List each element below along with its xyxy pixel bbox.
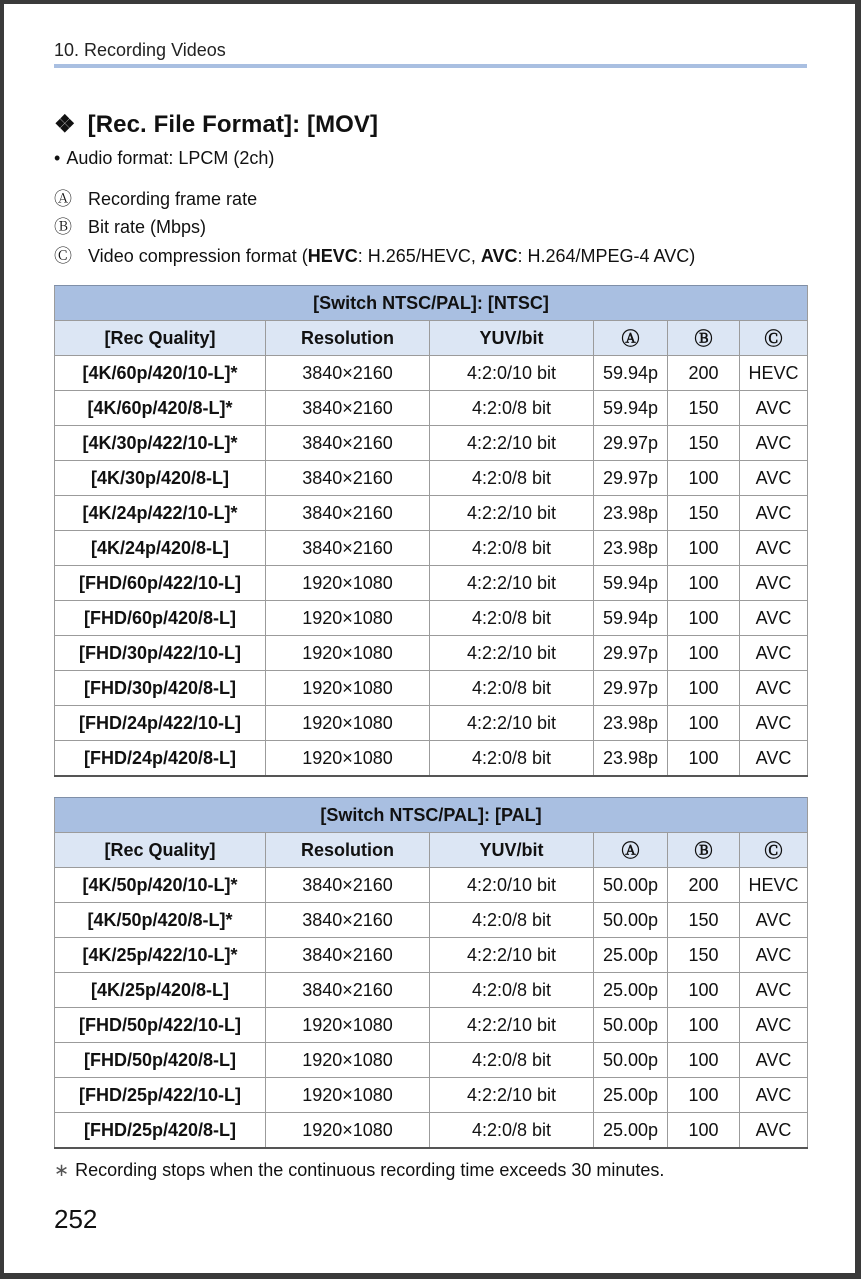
frame-rate-cell: 25.00p — [594, 938, 668, 973]
bit-rate-cell: 100 — [668, 706, 740, 741]
table-row — [55, 671, 808, 706]
table-row — [55, 356, 808, 391]
col-header-resolution: Resolution — [266, 833, 430, 868]
bit-rate-cell: 100 — [668, 973, 740, 1008]
bullet-dot-icon: • — [54, 148, 61, 168]
col-header-frame-rate: Ⓐ — [594, 321, 668, 356]
frame-rate-cell: 29.97p — [594, 636, 668, 671]
bit-rate-cell: 100 — [668, 636, 740, 671]
section-title-text: [Rec. File Format]: [MOV] — [87, 111, 379, 138]
compression-cell: AVC — [740, 938, 808, 973]
legend-c-hevc-text: : H.265/HEVC, — [357, 246, 481, 266]
rec-quality-cell: [4K/30p/422/10-L]* — [55, 426, 266, 461]
frame-rate-cell: 50.00p — [594, 903, 668, 938]
resolution-cell: 3840×2160 — [266, 356, 430, 391]
frame-rate-cell: 23.98p — [594, 706, 668, 741]
compression-cell: AVC — [740, 903, 808, 938]
table-row — [55, 426, 808, 461]
footnote — [54, 1160, 664, 1181]
rec-quality-cell: [4K/24p/422/10-L]* — [55, 496, 266, 531]
page-number: 252 — [54, 1204, 98, 1234]
resolution-cell: 1920×1080 — [266, 741, 430, 777]
compression-cell: AVC — [740, 973, 808, 1008]
bit-rate-cell: 150 — [668, 426, 740, 461]
bit-rate-cell: 150 — [668, 938, 740, 973]
rec-quality-cell: [4K/60p/420/8-L]* — [55, 391, 266, 426]
frame-rate-cell: 59.94p — [594, 391, 668, 426]
audio-format-text: Audio format: LPCM (2ch) — [66, 148, 275, 168]
col-header-yuv-bit: YUV/bit — [430, 321, 594, 356]
compression-cell: AVC — [740, 531, 808, 566]
table-row — [55, 636, 808, 671]
bit-rate-cell: 100 — [668, 1043, 740, 1078]
yuv-bit-cell: 4:2:0/8 bit — [430, 671, 594, 706]
frame-rate-cell: 25.00p — [594, 1078, 668, 1113]
resolution-cell: 1920×1080 — [266, 1008, 430, 1043]
col-header-rec-quality: [Rec Quality] — [55, 833, 266, 868]
compression-cell: AVC — [740, 601, 808, 636]
col-header-frame-rate: Ⓐ — [594, 833, 668, 868]
frame-rate-cell: 50.00p — [594, 1043, 668, 1078]
resolution-cell: 3840×2160 — [266, 903, 430, 938]
compression-cell: HEVC — [740, 356, 808, 391]
col-header-compression: Ⓒ — [740, 321, 808, 356]
rec-quality-cell: [FHD/50p/420/8-L] — [55, 1043, 266, 1078]
bit-rate-cell: 200 — [668, 868, 740, 903]
audio-format-note — [54, 148, 274, 169]
table-row — [55, 601, 808, 636]
legend-b-text: Bit rate (Mbps) — [88, 217, 207, 237]
yuv-bit-cell: 4:2:0/8 bit — [430, 973, 594, 1008]
frame-rate-cell: 23.98p — [594, 496, 668, 531]
yuv-bit-cell: 4:2:2/10 bit — [430, 636, 594, 671]
rec-quality-cell: [4K/30p/420/8-L] — [55, 461, 266, 496]
rec-quality-cell: [4K/50p/420/8-L]* — [55, 903, 266, 938]
resolution-cell: 1920×1080 — [266, 671, 430, 706]
resolution-cell: 1920×1080 — [266, 566, 430, 601]
pal-table — [54, 797, 808, 1149]
yuv-bit-cell: 4:2:0/10 bit — [430, 356, 594, 391]
legend-a — [54, 185, 257, 211]
bit-rate-cell: 150 — [668, 496, 740, 531]
compression-cell: AVC — [740, 1113, 808, 1149]
resolution-cell: 1920×1080 — [266, 1078, 430, 1113]
col-header-bit-rate: Ⓑ — [668, 833, 740, 868]
bit-rate-cell: 100 — [668, 741, 740, 777]
yuv-bit-cell: 4:2:0/8 bit — [430, 461, 594, 496]
rec-quality-cell: [4K/25p/420/8-L] — [55, 973, 266, 1008]
frame-rate-cell: 23.98p — [594, 531, 668, 566]
compression-cell: AVC — [740, 1008, 808, 1043]
circled-a-icon: Ⓐ — [54, 189, 72, 209]
table-row — [55, 1113, 808, 1149]
table-row — [55, 1078, 808, 1113]
header-rule — [54, 64, 807, 68]
resolution-cell: 3840×2160 — [266, 973, 430, 1008]
manual-page — [4, 4, 855, 1273]
bit-rate-cell: 100 — [668, 1113, 740, 1149]
rec-quality-cell: [FHD/60p/420/8-L] — [55, 601, 266, 636]
yuv-bit-cell: 4:2:2/10 bit — [430, 1008, 594, 1043]
resolution-cell: 3840×2160 — [266, 496, 430, 531]
table-row — [55, 496, 808, 531]
footnote-text: Recording stops when the continuous recording time exceeds 30 minutes. — [75, 1160, 665, 1180]
table-row — [55, 973, 808, 1008]
table-row — [55, 868, 808, 903]
rec-quality-cell: [FHD/30p/422/10-L] — [55, 636, 266, 671]
resolution-cell: 1920×1080 — [266, 601, 430, 636]
table-row — [55, 391, 808, 426]
frame-rate-cell: 25.00p — [594, 1113, 668, 1149]
bit-rate-cell: 100 — [668, 1008, 740, 1043]
rec-quality-cell: [FHD/30p/420/8-L] — [55, 671, 266, 706]
resolution-cell: 3840×2160 — [266, 426, 430, 461]
col-header-bit-rate: Ⓑ — [668, 321, 740, 356]
table-title: [Switch NTSC/PAL]: [PAL] — [55, 798, 808, 833]
section-title — [54, 110, 378, 139]
resolution-cell: 3840×2160 — [266, 461, 430, 496]
table-row — [55, 461, 808, 496]
resolution-cell: 3840×2160 — [266, 938, 430, 973]
bit-rate-cell: 100 — [668, 461, 740, 496]
compression-cell: AVC — [740, 426, 808, 461]
chapter-header: 10. Recording Videos — [54, 40, 226, 60]
compression-cell: AVC — [740, 706, 808, 741]
yuv-bit-cell: 4:2:2/10 bit — [430, 938, 594, 973]
resolution-cell: 1920×1080 — [266, 706, 430, 741]
resolution-cell: 1920×1080 — [266, 636, 430, 671]
bit-rate-cell: 100 — [668, 566, 740, 601]
resolution-cell: 3840×2160 — [266, 868, 430, 903]
rec-quality-cell: [4K/60p/420/10-L]* — [55, 356, 266, 391]
compression-cell: AVC — [740, 636, 808, 671]
table-row — [55, 938, 808, 973]
legend-c-avc-label: AVC — [480, 246, 518, 266]
frame-rate-cell: 29.97p — [594, 426, 668, 461]
legend-c-avc-text: : H.264/MPEG-4 AVC) — [517, 246, 696, 266]
bit-rate-cell: 100 — [668, 601, 740, 636]
rec-quality-cell: [4K/50p/420/10-L]* — [55, 868, 266, 903]
legend-b — [54, 213, 206, 239]
compression-cell: HEVC — [740, 868, 808, 903]
rec-quality-cell: [FHD/25p/422/10-L] — [55, 1078, 266, 1113]
rec-quality-cell: [FHD/60p/422/10-L] — [55, 566, 266, 601]
rec-quality-cell: [FHD/24p/422/10-L] — [55, 706, 266, 741]
circled-b-icon: Ⓑ — [54, 217, 72, 237]
yuv-bit-cell: 4:2:0/10 bit — [430, 868, 594, 903]
compression-cell: AVC — [740, 461, 808, 496]
compression-cell: AVC — [740, 671, 808, 706]
frame-rate-cell: 50.00p — [594, 868, 668, 903]
legend-a-text: Recording frame rate — [88, 189, 258, 209]
bit-rate-cell: 150 — [668, 391, 740, 426]
ntsc-table — [54, 285, 808, 777]
legend-c — [54, 242, 695, 268]
resolution-cell: 1920×1080 — [266, 1043, 430, 1078]
frame-rate-cell: 50.00p — [594, 1008, 668, 1043]
table-title: [Switch NTSC/PAL]: [NTSC] — [55, 286, 808, 321]
frame-rate-cell: 29.97p — [594, 461, 668, 496]
bit-rate-cell: 200 — [668, 356, 740, 391]
yuv-bit-cell: 4:2:0/8 bit — [430, 1113, 594, 1149]
compression-cell: AVC — [740, 741, 808, 777]
table-row — [55, 531, 808, 566]
table-row — [55, 566, 808, 601]
bit-rate-cell: 100 — [668, 531, 740, 566]
yuv-bit-cell: 4:2:2/10 bit — [430, 426, 594, 461]
yuv-bit-cell: 4:2:0/8 bit — [430, 391, 594, 426]
compression-cell: AVC — [740, 566, 808, 601]
resolution-cell: 3840×2160 — [266, 391, 430, 426]
rec-quality-cell: [4K/24p/420/8-L] — [55, 531, 266, 566]
yuv-bit-cell: 4:2:0/8 bit — [430, 601, 594, 636]
frame-rate-cell: 59.94p — [594, 356, 668, 391]
yuv-bit-cell: 4:2:0/8 bit — [430, 1043, 594, 1078]
yuv-bit-cell: 4:2:0/8 bit — [430, 531, 594, 566]
legend-c-hevc-label: HEVC — [307, 246, 358, 266]
table-row — [55, 1008, 808, 1043]
frame-rate-cell: 23.98p — [594, 741, 668, 777]
col-header-resolution: Resolution — [266, 321, 430, 356]
table-row — [55, 1043, 808, 1078]
compression-cell: AVC — [740, 391, 808, 426]
frame-rate-cell: 29.97p — [594, 671, 668, 706]
yuv-bit-cell: 4:2:2/10 bit — [430, 706, 594, 741]
rec-quality-cell: [FHD/24p/420/8-L] — [55, 741, 266, 777]
compression-cell: AVC — [740, 496, 808, 531]
yuv-bit-cell: 4:2:2/10 bit — [430, 496, 594, 531]
rec-quality-cell: [4K/25p/422/10-L]* — [55, 938, 266, 973]
resolution-cell: 3840×2160 — [266, 531, 430, 566]
legend-c-prefix: Video compression format ( — [88, 246, 308, 266]
rec-quality-cell: [FHD/50p/422/10-L] — [55, 1008, 266, 1043]
resolution-cell: 1920×1080 — [266, 1113, 430, 1149]
bit-rate-cell: 100 — [668, 671, 740, 706]
asterisk-icon: ∗ — [54, 1160, 70, 1180]
table-row — [55, 903, 808, 938]
col-header-yuv-bit: YUV/bit — [430, 833, 594, 868]
circled-c-icon: Ⓒ — [54, 246, 72, 266]
yuv-bit-cell: 4:2:0/8 bit — [430, 741, 594, 777]
yuv-bit-cell: 4:2:2/10 bit — [430, 566, 594, 601]
frame-rate-cell: 59.94p — [594, 601, 668, 636]
col-header-rec-quality: [Rec Quality] — [55, 321, 266, 356]
table-row — [55, 741, 808, 777]
rec-quality-cell: [FHD/25p/420/8-L] — [55, 1113, 266, 1149]
bit-rate-cell: 100 — [668, 1078, 740, 1113]
compression-cell: AVC — [740, 1078, 808, 1113]
yuv-bit-cell: 4:2:0/8 bit — [430, 903, 594, 938]
table-row — [55, 706, 808, 741]
bit-rate-cell: 150 — [668, 903, 740, 938]
yuv-bit-cell: 4:2:2/10 bit — [430, 1078, 594, 1113]
compression-cell: AVC — [740, 1043, 808, 1078]
frame-rate-cell: 25.00p — [594, 973, 668, 1008]
diamond-bullet-icon: ❖ — [54, 111, 76, 138]
col-header-compression: Ⓒ — [740, 833, 808, 868]
frame-rate-cell: 59.94p — [594, 566, 668, 601]
